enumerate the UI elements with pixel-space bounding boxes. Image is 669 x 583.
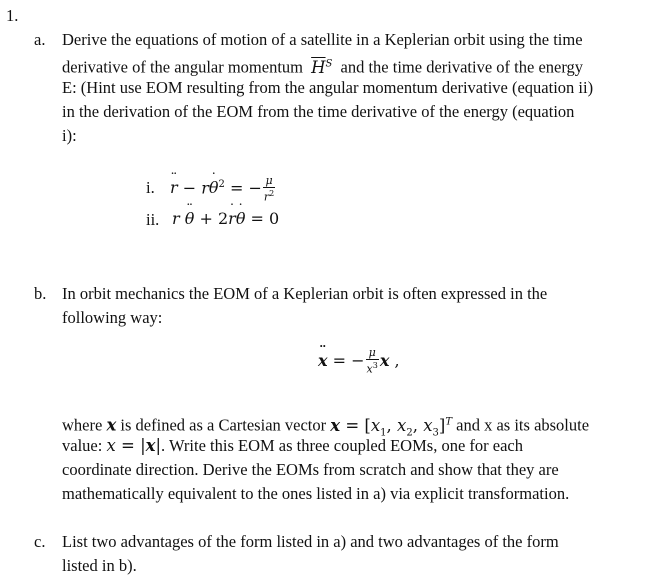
part-a-line-3: E: (Hint use EOM resulting from the angular momentum derivative (equation ii)	[62, 78, 594, 97]
part-c-line-2: listed in b).	[62, 556, 137, 575]
part-b-line-1: In orbit mechanics the EOM of a Keplerian orbit is often expressed in the	[62, 284, 548, 303]
part-c-line-1: List two advantages of the form listed in a) and two advantages of the form	[62, 532, 559, 551]
part-b-text-line-4: mathematically equivalent to the ones listed in a) via explicit transformation.	[62, 484, 570, 503]
eq-i-label: i.	[146, 178, 155, 197]
absolute-value-definition: x = |x|	[106, 436, 162, 455]
part-a-line-2-tail: and the time derivative of the energy	[340, 57, 584, 77]
vector-equation: ¨ x = − $\frac{\mu}{x^3}$ x ,	[318, 346, 400, 376]
part-b-label: b.	[34, 284, 47, 303]
part-b-text-line-2: value: x = |x|. Write this EOM as three coupled EOMs, one for each	[62, 436, 523, 455]
cartesian-vector-definition: $x = [x_1$, $x_2$, $x_3]^T$	[330, 415, 453, 438]
equation-ii: r ¨ θ + 2˙ r˙ θ = 0	[172, 207, 279, 231]
angular-momentum-symbol: $\overline{H}^S$	[311, 57, 333, 77]
equation-i: ¨ r − r˙ $\theta^2$ = − $\frac{\mu}{r^2}$	[170, 170, 276, 203]
part-a-label: a.	[34, 30, 46, 49]
part-a-line-2-text: derivative of the angular momentum	[62, 57, 304, 77]
problem-number: 1.	[6, 6, 19, 25]
part-a-line-4: in the derivation of the EOM from the time derivative of the energy (equation	[62, 102, 575, 121]
part-c-label: c.	[34, 532, 46, 551]
part-b-text-line-1: where x is defined as a Cartesian vector $x = [x_1$, $x_2$, $x_3]^T$ and x as its absolute	[62, 415, 590, 438]
part-a-line-1: Derive the equations of motion of a satellite in a Keplerian orbit using the time	[62, 30, 583, 49]
part-a-line-5: i):	[62, 126, 77, 145]
eq-ii-label: ii.	[146, 210, 160, 229]
part-b-text-line-3: coordinate direction. Derive the EOMs from scratch and show that they are	[62, 460, 559, 479]
part-b-line-2: following way:	[62, 308, 163, 327]
